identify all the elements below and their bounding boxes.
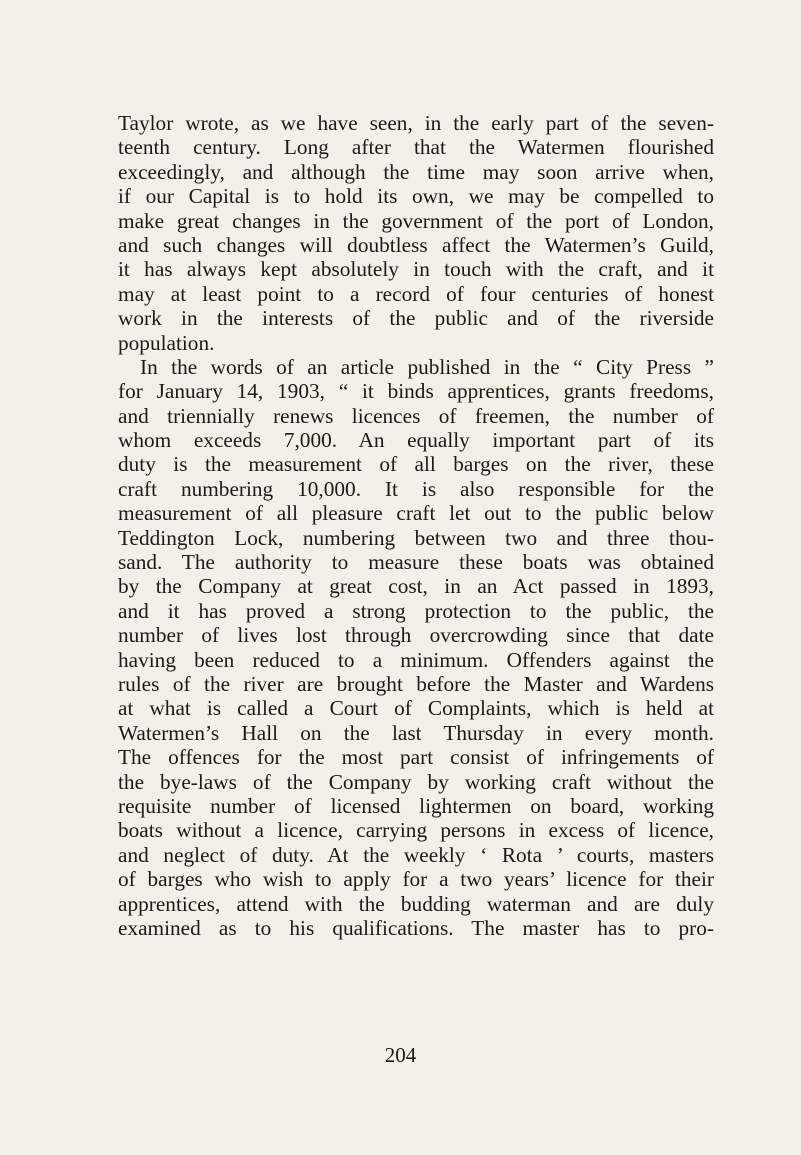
text-line: population. [118,330,215,355]
text-line: craft numbering 10,000. It is also responsible for the [118,476,714,501]
body-text [118,111,714,940]
text-line: for January 14, 1903, “ it binds apprentices, grants freedoms, [118,379,714,404]
text-line: duty is the measurement of all barges on the river, these [118,452,714,477]
text-line: having been reduced to a minimum. Offenders against the [118,647,714,672]
text-line: apprentices, attend with the budding waterman and are duly [118,891,714,916]
text-line: make great changes in the government of the port of London, [118,208,714,233]
text-line: by the Company at great cost, in an Act passed in 1893, [118,574,714,599]
text-line: and such changes will doubtless affect the Watermen’s Guild, [118,232,714,257]
text-line: measurement of all pleasure craft let out to the public below [118,501,714,526]
text-line: number of lives lost through overcrowding since that date [118,623,714,648]
text-line: boats without a licence, carrying persons in excess of licence, [118,818,714,843]
text-line: Watermen’s Hall on the last Thursday in every month. [118,720,714,745]
text-line: teenth century. Long after that the Watermen flourished [118,135,714,160]
text-line: Teddington Lock, numbering between two and three thou- [118,525,714,550]
text-line: rules of the river are brought before the Master and Wardens [118,671,714,696]
text-line: The offences for the most part consist of infringements of [118,745,714,770]
text-line: Taylor wrote, as we have seen, in the early part of the seven- [118,111,714,135]
text-line: examined as to his qualifications. The master has to pro- [118,915,714,940]
text-line: In the words of an article published in the “ City Press ” [140,354,714,379]
text-line: of barges who wish to apply for a two years’ licence for their [118,867,714,892]
text-line: may at least point to a record of four centuries of honest [118,281,714,306]
text-line: the bye-laws of the Company by working craft without the [118,769,714,794]
text-line: whom exceeds 7,000. An equally important part of its [118,428,714,453]
text-line: and triennially renews licences of freemen, the number of [118,403,714,428]
text-line: it has always kept absolutely in touch with the craft, and it [118,257,714,282]
text-line: at what is called a Court of Complaints, which is held at [118,696,714,721]
text-line: requisite number of licensed lightermen on board, working [118,793,714,818]
text-line: exceedingly, and although the time may soon arrive when, [118,159,714,184]
text-line: and neglect of duty. At the weekly ‘ Rota ’ courts, masters [118,842,714,867]
page-number: 204 [384,1043,417,1067]
text-line: and it has proved a strong protection to the public, the [118,598,714,623]
text-line: if our Capital is to hold its own, we may be compelled to [118,184,714,209]
text-line: work in the interests of the public and of the riverside [118,306,714,331]
text-line: sand. The authority to measure these boats was obtained [118,550,714,575]
